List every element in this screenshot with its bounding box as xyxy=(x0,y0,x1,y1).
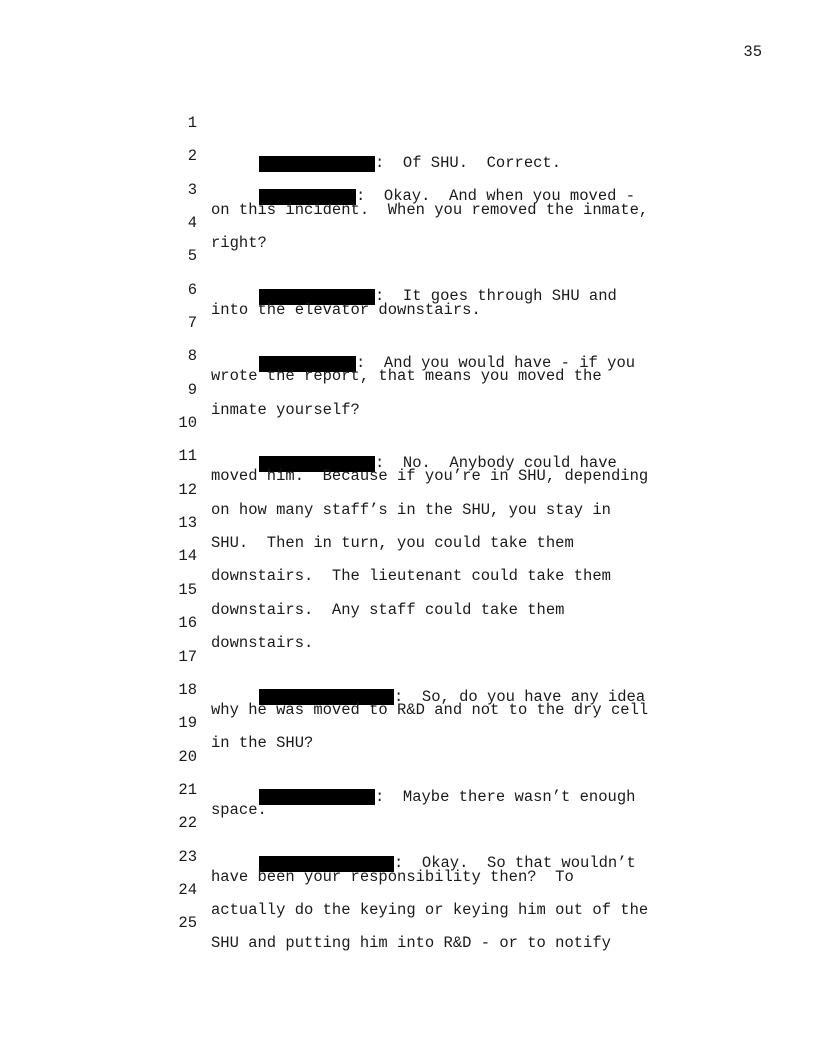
line-text: space. xyxy=(211,800,267,819)
line-number: 2 xyxy=(187,147,197,166)
line-text: on this incident. When you removed the inmate, xyxy=(211,200,649,219)
line-number: 12 xyxy=(178,480,197,499)
line-number: 22 xyxy=(178,814,197,833)
transcript-line xyxy=(170,560,690,619)
transcript-line xyxy=(170,493,690,553)
line-text: : Maybe there wasn’t enough xyxy=(375,787,636,806)
line-text: : It goes through SHU and xyxy=(375,287,617,306)
line-number: 7 xyxy=(187,314,197,333)
line-number: 19 xyxy=(178,714,197,733)
transcript-line xyxy=(170,593,690,653)
line-number: 18 xyxy=(178,680,197,699)
page-number: 35 xyxy=(743,43,762,61)
line-number: 4 xyxy=(187,214,197,233)
line-text: why he was moved to R&D and not to the dry cell xyxy=(211,700,649,719)
line-number: 9 xyxy=(187,380,197,399)
line-number: 23 xyxy=(178,847,197,866)
line-text: wrote the report, that means you moved the xyxy=(211,367,602,386)
line-text: downstairs. Any staff could take them xyxy=(211,600,565,619)
transcript-line xyxy=(170,293,690,373)
line-number: 25 xyxy=(178,914,197,933)
line-number: 5 xyxy=(187,247,197,266)
transcript-line xyxy=(170,860,690,919)
line-number: 24 xyxy=(178,880,197,899)
line-text: SHU. Then in turn, you could take them xyxy=(211,534,574,553)
transcript-body xyxy=(170,93,690,953)
line-number: 10 xyxy=(178,414,197,433)
line-text: have been your responsibility then? To xyxy=(211,867,574,886)
transcript-line xyxy=(170,93,690,172)
line-number: 20 xyxy=(178,747,197,766)
line-text: into the elevator downstairs. xyxy=(211,300,481,319)
line-text: : So, do you have any idea xyxy=(394,687,646,706)
line-text: : No. Anybody could have xyxy=(375,454,617,473)
line-number: 1 xyxy=(187,114,197,132)
line-text: SHU and putting him into R&D - or to notify xyxy=(211,934,611,953)
line-text: inmate yourself? xyxy=(211,400,360,419)
line-number: 6 xyxy=(187,280,197,299)
transcript-line xyxy=(170,893,690,953)
line-text: on how many staff’s in the SHU, you stay in xyxy=(211,500,611,519)
line-number: 14 xyxy=(178,547,197,566)
transcript-line xyxy=(170,460,690,519)
line-number: 21 xyxy=(178,780,197,799)
line-text: actually do the keying or keying him out of the xyxy=(211,900,649,919)
line-text: downstairs. xyxy=(211,634,314,653)
transcript-line xyxy=(170,526,690,586)
transcript-line xyxy=(170,693,690,753)
line-text: : Okay. So that wouldn’t xyxy=(394,854,636,873)
transcript-line xyxy=(170,360,690,419)
transcript-line xyxy=(170,193,690,253)
line-text: in the SHU? xyxy=(211,734,314,753)
line-number: 15 xyxy=(178,580,197,599)
line-text: moved him. Because if you’re in SHU, depending xyxy=(211,467,649,486)
line-text: : And you would have - if you xyxy=(356,354,636,373)
line-text: : Of SHU. Correct. xyxy=(375,154,562,172)
line-number: 11 xyxy=(178,447,197,466)
line-text: : Okay. And when you moved - xyxy=(356,187,636,206)
line-number: 3 xyxy=(187,180,197,199)
line-text: right? xyxy=(211,234,267,253)
transcript-line xyxy=(170,226,690,306)
line-number: 16 xyxy=(178,614,197,633)
line-number: 17 xyxy=(178,647,197,666)
line-number: 8 xyxy=(187,347,197,366)
line-text: downstairs. The lieutenant could take them xyxy=(211,567,611,586)
line-number: 13 xyxy=(178,514,197,533)
